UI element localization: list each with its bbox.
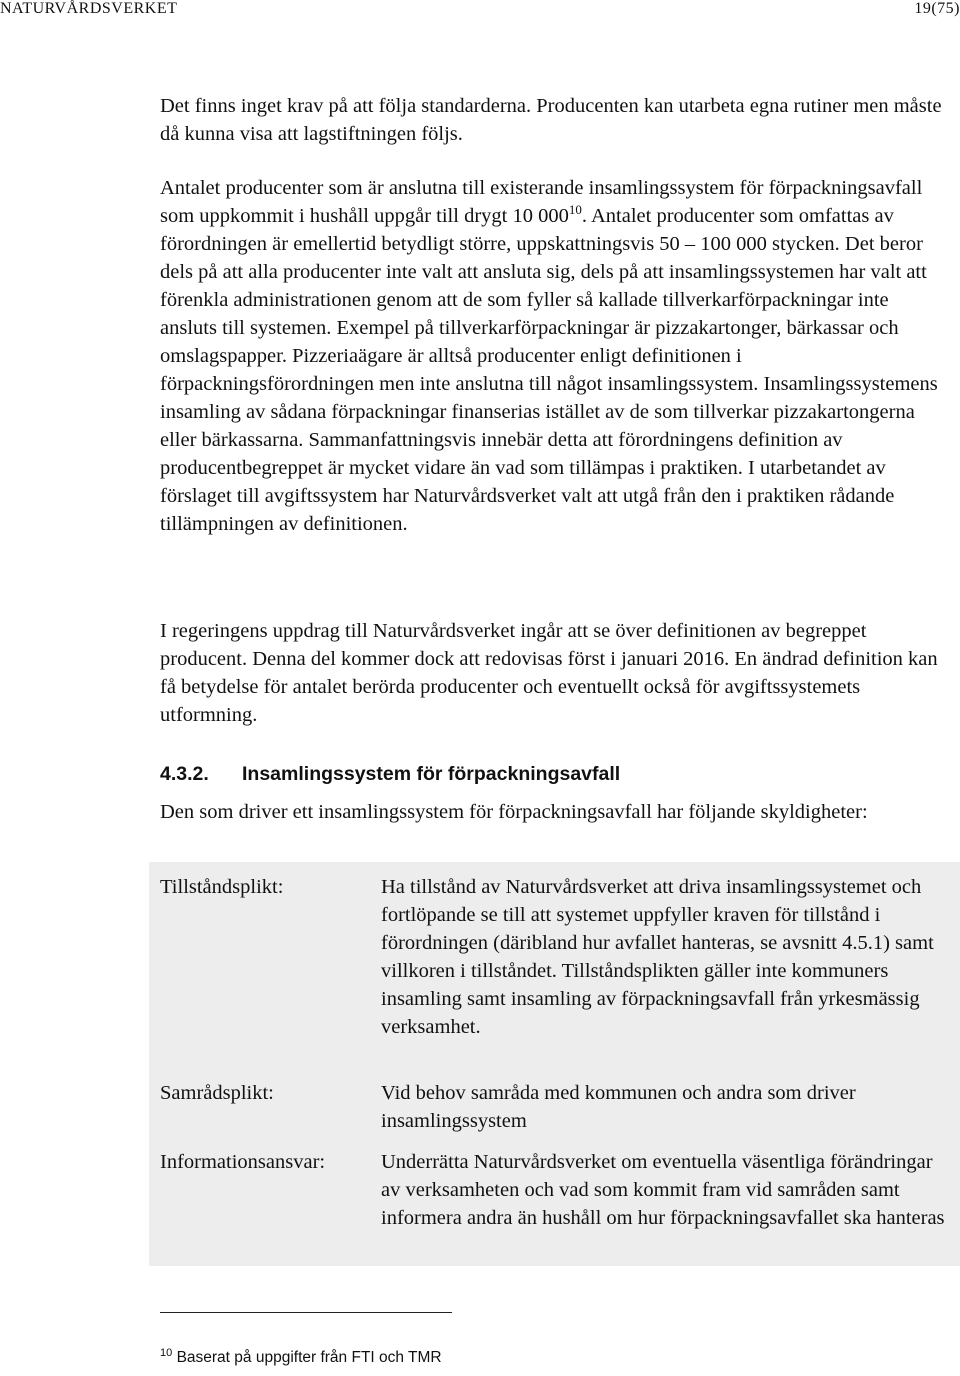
- paragraph-text-part: Antalet producenter som är anslutna till existerande insamlingssystem för förpackningsavfall som uppkommit i hushåll uppgår till drygt 10 000: [160, 177, 923, 227]
- section-heading: [160, 763, 620, 786]
- obligation-description: Ha tillstånd av Naturvårdsverket att driva insamlingssystemet och fortlöpande se till att systemet uppfyller kraven för tillstånd i förordningen (däribland hur avfallet hanteras, se avsnitt 4.5.1) samt villkoren i tillståndet. Tillståndsplikten gäller inte kommuners insamling samt insamling av förpackningsavfall från yrkesmässig verksamhet.: [381, 876, 934, 1038]
- page-header: [0, 0, 960, 24]
- footnote-text: Baserat på uppgifter från FTI och TMR: [176, 1349, 442, 1366]
- section-title: Insamlingssystem för förpackningsavfall: [242, 763, 621, 785]
- paragraph-producers: [160, 174, 950, 538]
- organization-name: NATURVÅRDSVERKET: [0, 0, 178, 17]
- paragraph-text: [160, 174, 950, 538]
- section-intro: [160, 798, 950, 826]
- obligation-description: Underrätta Naturvårdsverket om eventuella väsentliga förändringar av verksamheten och vad som kommit fram vid samråden samt informera andra än hushåll om hur förpackningsavfallet ska hanteras: [381, 1151, 945, 1229]
- footnote-reference[interactable]: 10: [568, 202, 582, 218]
- footnote-number: 10: [160, 1346, 173, 1359]
- footnote-divider: [160, 1312, 452, 1313]
- paragraph-text: Den som driver ett insamlingssystem för förpackningsavfall har följande skyldigheter:: [160, 801, 868, 823]
- obligation-description: Vid behov samråda med kommunen och andra som driver insamlingssystem: [381, 1082, 856, 1132]
- paragraph-government-assignment: [160, 617, 950, 729]
- obligations-box: [149, 862, 960, 1266]
- section-number: 4.3.2.: [160, 763, 209, 785]
- obligation-label: Informationsansvar:: [160, 1151, 326, 1173]
- footnote: [160, 1346, 442, 1367]
- obligation-label: Tillståndsplikt:: [160, 876, 284, 898]
- paragraph-text: Det finns inget krav på att följa standarderna. Producenten kan utarbeta egna rutiner men måste då kunna visa att lagstiftningen följs.: [160, 95, 942, 145]
- paragraph-text-part: . Antalet producenter som omfattas av förordningen är emellertid betydligt större, uppskattningsvis 50 – 100 000 stycken. Det beror dels på att alla producenter inte valt att ansluta sig, dels på att insamlingssystemen har valt att förenkla administrationen genom att de som fyller så kallade tillverkarförpackningar inte ansluts till systemen. Exempel på tillverkarförpackningar är pizzakartonger, bärkassar och omslagspapper. Pizzeriaägare är alltså producenter enligt definitionen i förpackningsförordningen men inte anslutna till något insamlingssystem. Insamlingssystemens insamling av sådana förpackningar finanserias istället av de som tillverkar pizzakartongerna eller bärkassarna. Sammanfattningsvis innebär detta att förordningens definition av producentbegreppet är mycket vidare än vad som tillämpas i praktiken. I utarbetandet av förslaget till avgiftssystem har Naturvårdsverket valt att utgå från den i praktiken rådande tillämpningen av definitionen.: [160, 205, 938, 535]
- paragraph-standards: [160, 92, 950, 148]
- page-number: 19(75): [914, 0, 960, 17]
- obligation-label: Samrådsplikt:: [160, 1082, 274, 1104]
- paragraph-text: I regeringens uppdrag till Naturvårdsverket ingår att se över definitionen av begreppet producent. Denna del kommer dock att redovisas först i januari 2016. En ändrad definition kan få betydelse för antalet berörda producenter och eventuellt också för avgiftssystemets utformning.: [160, 620, 938, 726]
